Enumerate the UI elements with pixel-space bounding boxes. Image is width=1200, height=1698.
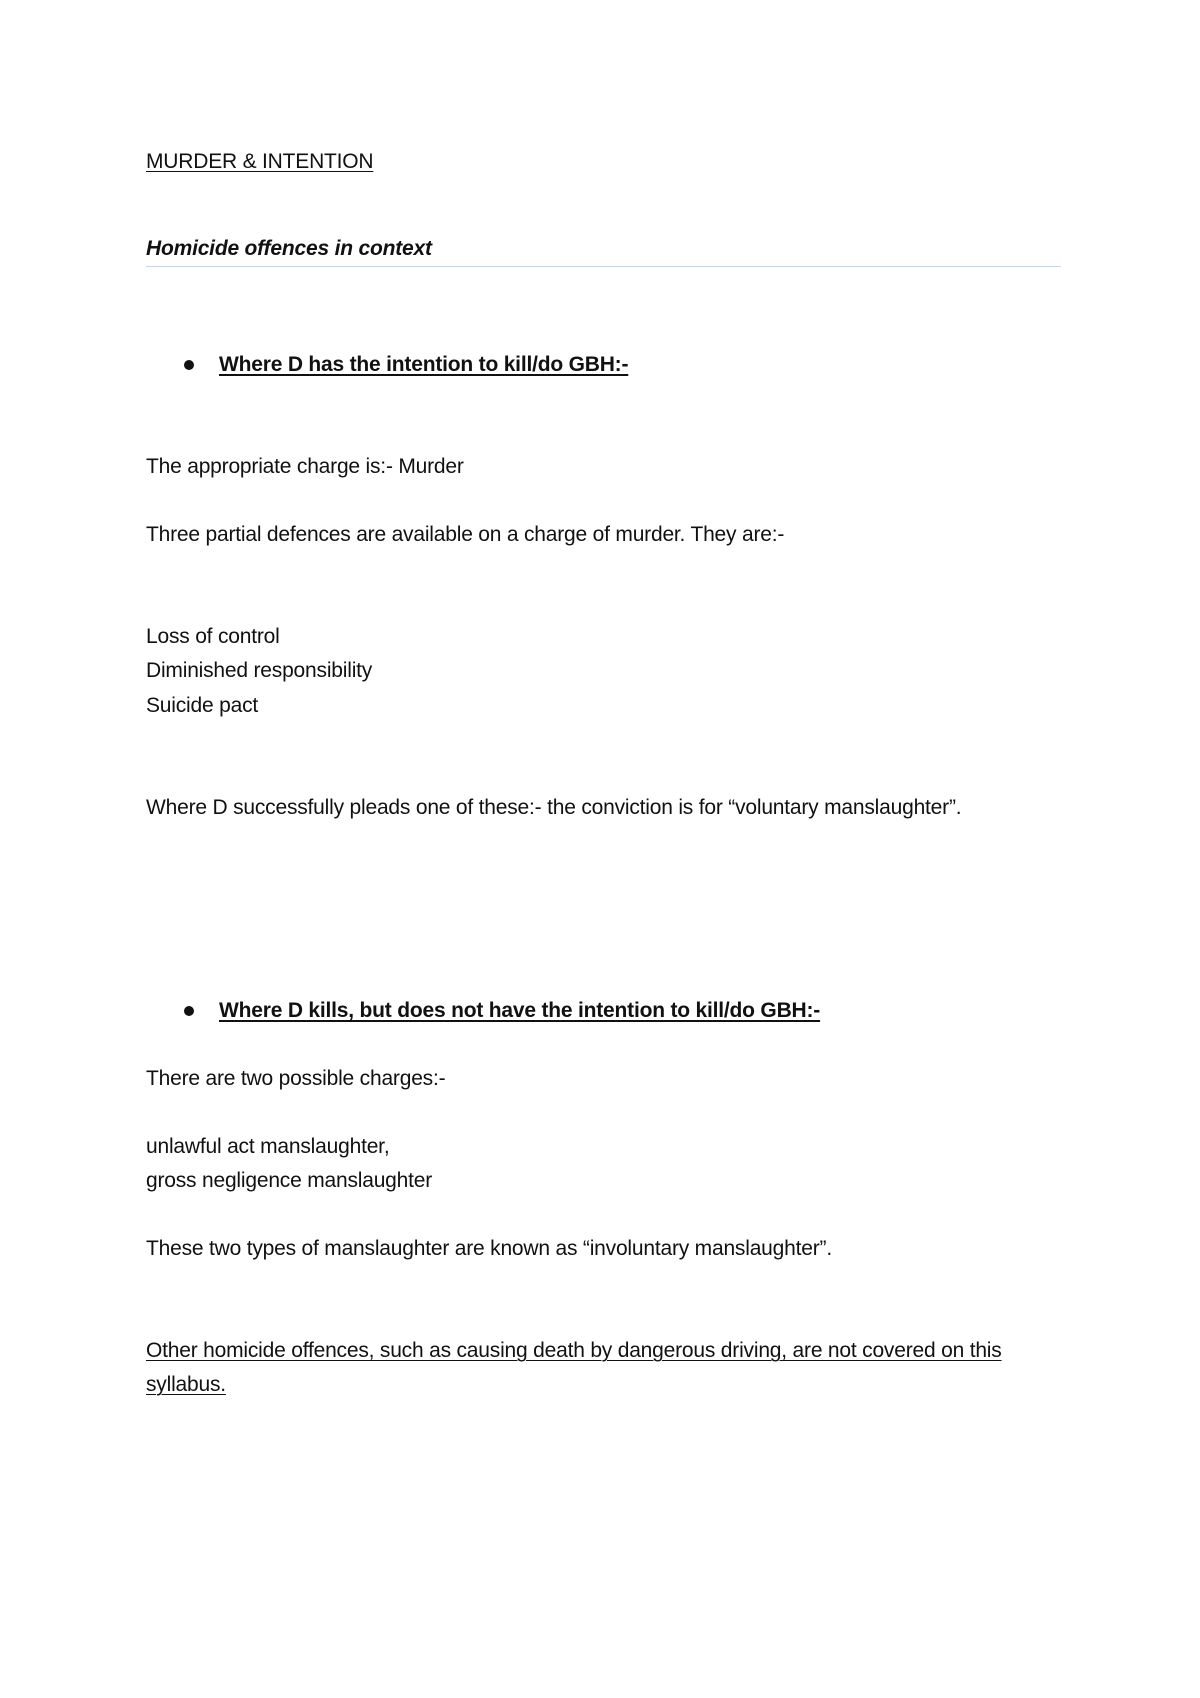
section1-defences-intro: Three partial defences are available on a charge of murder. They are:- [146, 523, 785, 546]
charge-item: gross negligence manslaughter [146, 1169, 433, 1192]
section2-heading: Where D kills, but does not have the intention to kill/do GBH:- [219, 999, 821, 1022]
document-subtitle: Homicide offences in context [146, 237, 432, 260]
section2-summary: These two types of manslaughter are known as “involuntary manslaughter”. [146, 1237, 832, 1260]
subtitle-divider [146, 266, 1061, 267]
document-title: MURDER & INTENTION [146, 150, 374, 173]
defence-item: Diminished responsibility [146, 659, 373, 682]
section2-charges-intro: There are two possible charges:- [146, 1067, 446, 1090]
section1-outcome: Where D successfully pleads one of these:- the conviction is for “voluntary manslaughter”. [146, 796, 962, 819]
bullet-icon [184, 360, 194, 370]
defence-item: Suicide pact [146, 694, 259, 717]
bullet-icon [184, 1006, 194, 1016]
section1-charge: The appropriate charge is:- Murder [146, 455, 464, 478]
syllabus-note: Other homicide offences, such as causing death by dangerous driving, are not covered on this syllabus. [146, 1339, 1002, 1396]
section1-heading: Where D has the intention to kill/do GBH:- [219, 353, 629, 376]
defence-item: Loss of control [146, 625, 280, 648]
charge-item: unlawful act manslaughter, [146, 1135, 390, 1158]
